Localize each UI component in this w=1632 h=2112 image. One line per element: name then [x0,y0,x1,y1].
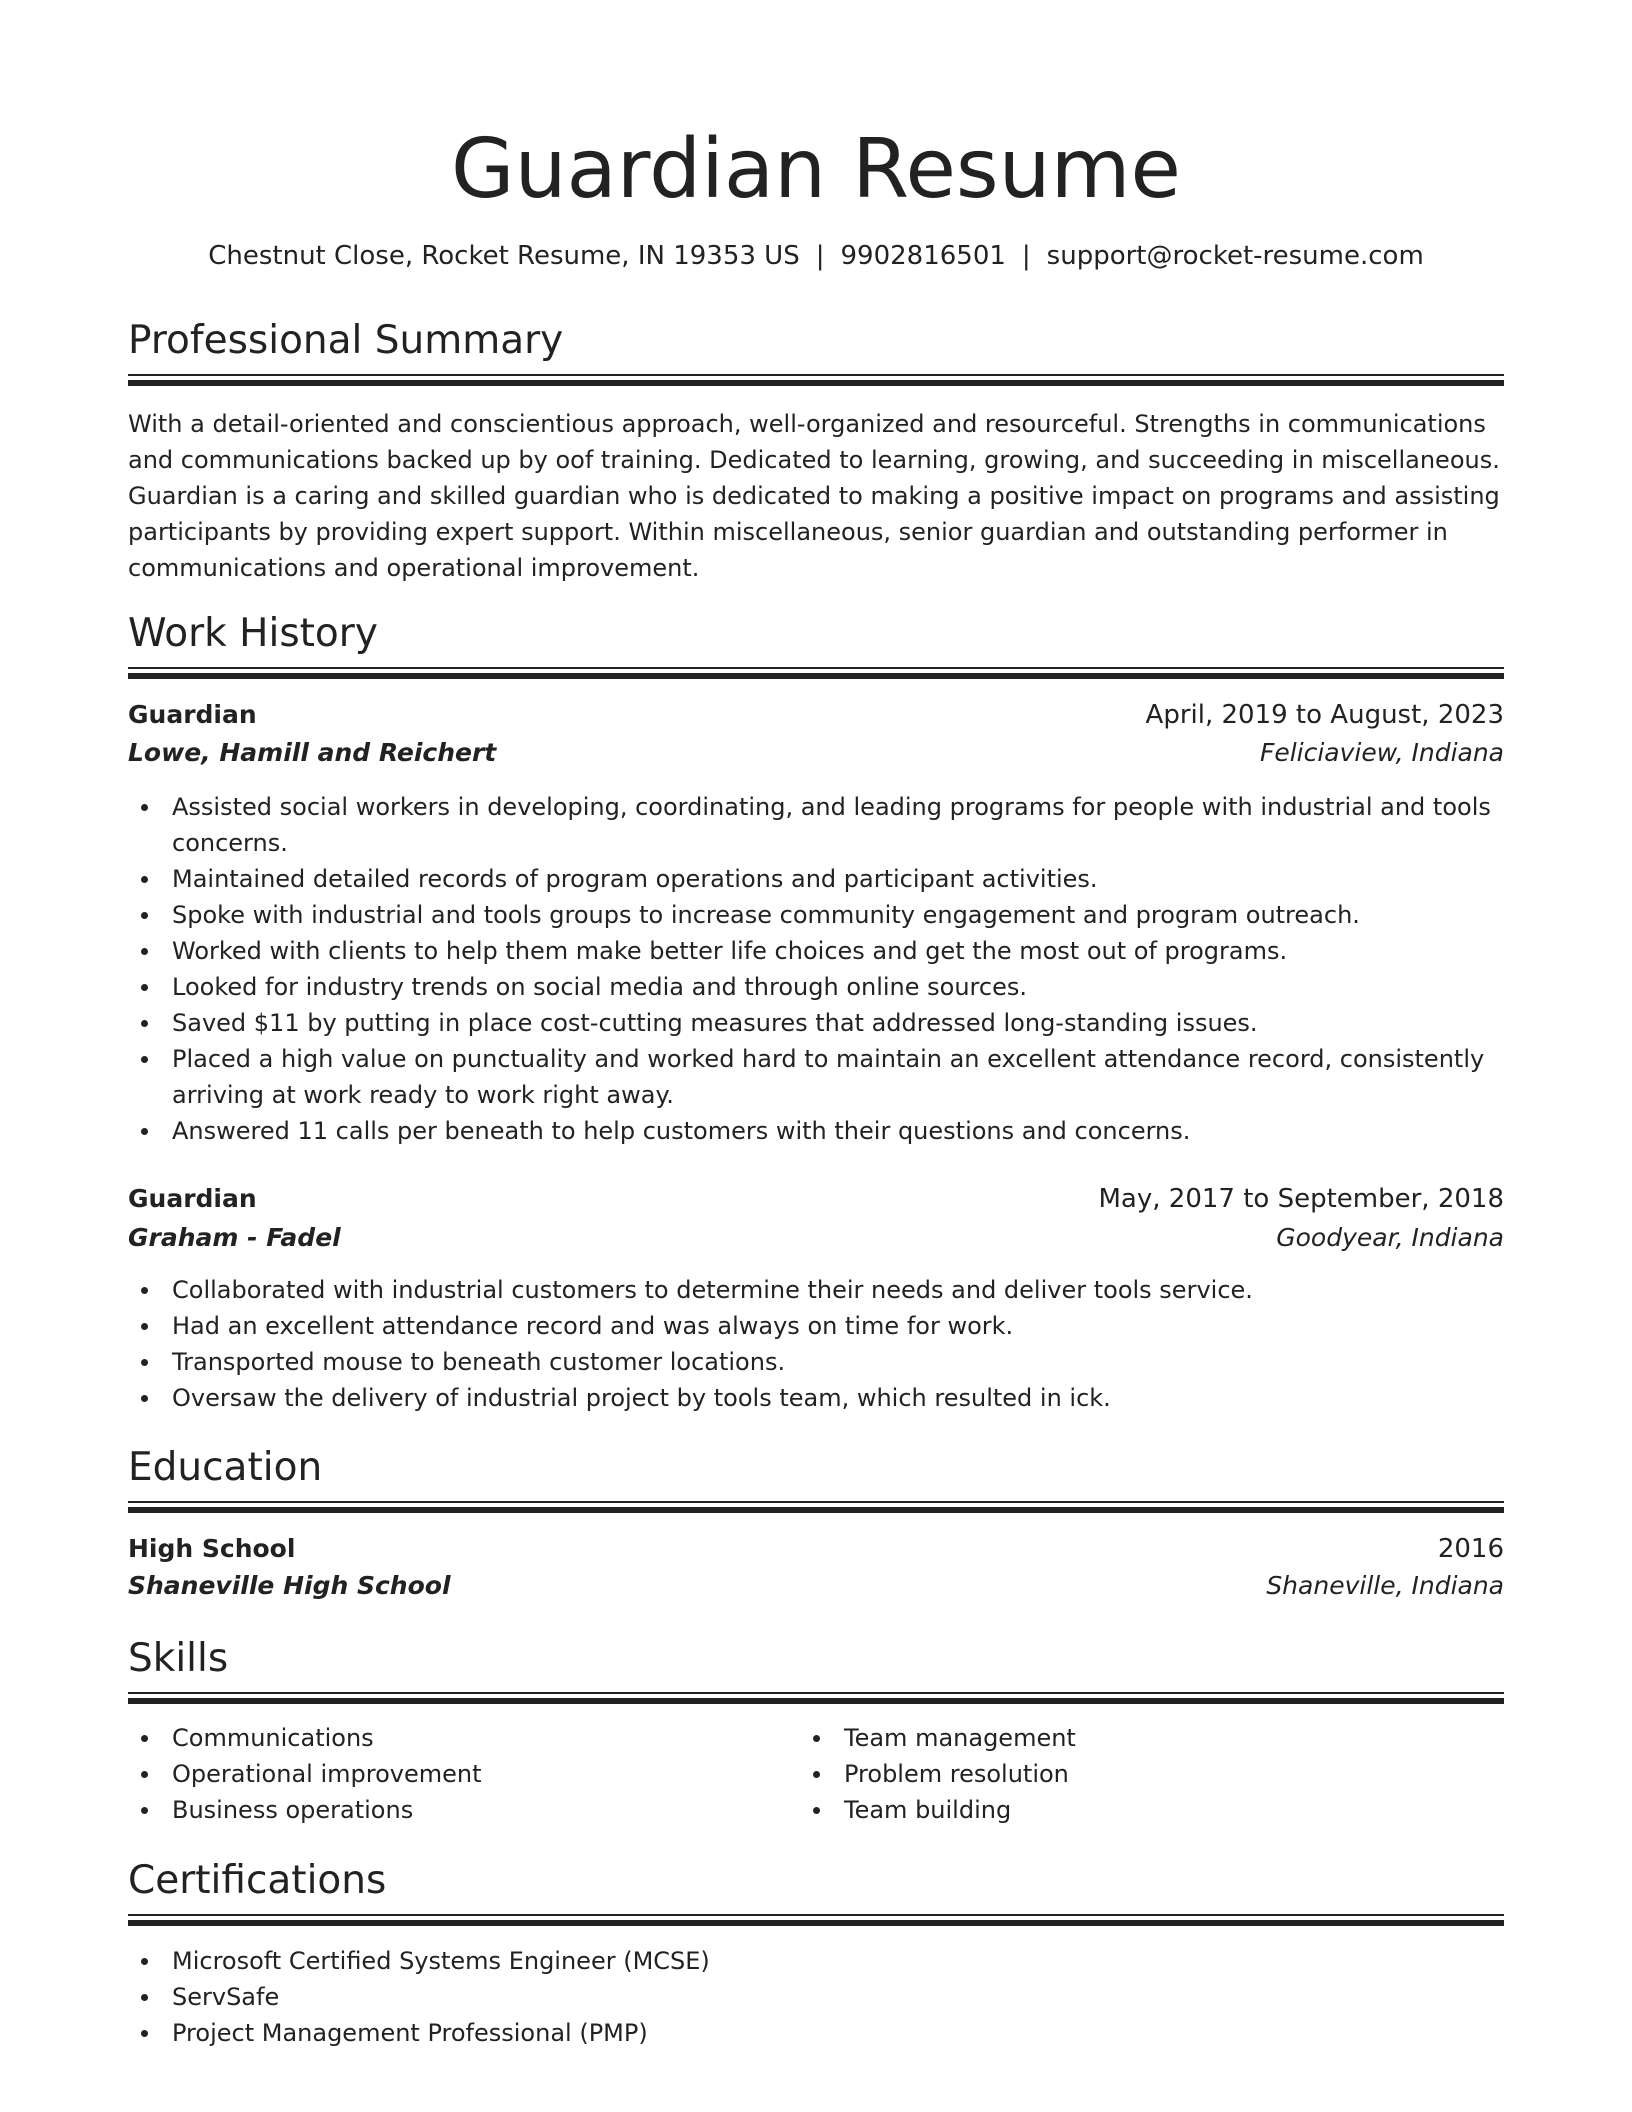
address: Chestnut Close, Rocket Resume, IN 19353 US [208,241,800,271]
job-title: Guardian [128,1184,257,1213]
divider [128,1507,1504,1513]
section-title-skills: Skills [128,1636,229,1681]
section-title-work: Work History [128,611,378,656]
graduation-year: 2016 [1437,1534,1504,1564]
divider [128,380,1504,386]
section-title-summary: Professional Summary [128,318,564,363]
job-dates: May, 2017 to September, 2018 [1098,1184,1504,1214]
divider [128,673,1504,679]
skills-section [128,1634,1504,1684]
school-location: Shaneville, Indiana [1266,1571,1504,1600]
divider [128,1501,1504,1503]
employer: Graham - Fadel [128,1223,341,1252]
skill-item: Team building [800,1792,1504,1828]
section-title-certifications: Certifications [128,1858,387,1903]
divider [128,1914,1504,1916]
school-name: Shaneville High School [128,1571,451,1600]
job-location: Feliciaview, Indiana [1259,738,1504,767]
list-item: Collaborated with industrial customers to determine their needs and deliver tools service. [128,1272,1504,1308]
list-item: Answered 11 calls per beneath to help customers with their questions and concerns. [128,1113,1504,1149]
phone: 9902816501 [840,241,1006,271]
list-item: Transported mouse to beneath customer locations. [128,1344,1504,1380]
separator: | [815,241,825,271]
divider [128,667,1504,669]
list-item: Saved $11 by putting in place cost-cutting measures that addressed long-standing issues. [128,1005,1504,1041]
divider [128,374,1504,376]
certification-item: Microsoft Certified Systems Engineer (MCSE) [128,1943,1504,1979]
list-item: Had an excellent attendance record and was always on time for work. [128,1308,1504,1344]
skill-item: Operational improvement [128,1756,800,1792]
skill-item: Communications [128,1720,800,1756]
contact-line [128,238,1504,274]
job-bullets [128,789,1504,1149]
list-item: Looked for industry trends on social media and through online sources. [128,969,1504,1005]
job-subheader [128,1220,1504,1256]
skill-item: Business operations [128,1792,800,1828]
certifications-list [128,1943,1504,2051]
candidate-name: Guardian Resume [451,122,1181,217]
list-item: Oversaw the delivery of industrial project by tools team, which resulted in ick. [128,1380,1504,1416]
job-subheader [128,735,1504,771]
job-bullets [128,1272,1504,1416]
separator: | [1021,241,1031,271]
list-item: Maintained detailed records of program operations and participant activities. [128,861,1504,897]
education-header [128,1531,1504,1567]
list-item: Assisted social workers in developing, coordinating, and leading programs for people with industrial and tools concerns. [128,789,1504,861]
education-section [128,1443,1504,1493]
divider [128,1920,1504,1926]
job-header [128,697,1504,733]
email: support@rocket-resume.com [1046,241,1424,271]
skill-item: Team management [800,1720,1504,1756]
summary-text: With a detail-oriented and conscientious approach, well-organized and resourceful. Strengths in communications and communications backed up by oof training. Dedicated to learning, growing, and succeeding in miscellaneous. Guardian is a caring and skilled guardian who is dedicated to making a positive impact on programs and assisting participants by providing expert support. Within miscellaneous, senior guardian and outstanding performer in communications and operational improvement. [128,410,1500,582]
skills-list-left [128,1720,800,1828]
skill-item: Problem resolution [800,1756,1504,1792]
section-title-education: Education [128,1445,323,1490]
job-title: Guardian [128,700,257,729]
job-header [128,1181,1504,1217]
certification-item: ServSafe [128,1979,1504,2015]
skills-list-right [800,1720,1504,1828]
list-item: Placed a high value on punctuality and worked hard to maintain an excellent attendance record, consistently arriving at work ready to work right away. [128,1041,1504,1113]
degree: High School [128,1534,296,1563]
certification-item: Project Management Professional (PMP) [128,2015,1504,2051]
certifications-section [128,1856,1504,1906]
summary-section [128,316,1504,366]
list-item: Worked with clients to help them make better life choices and get the most out of programs. [128,933,1504,969]
divider [128,1698,1504,1704]
work-history-section [128,609,1504,659]
employer: Lowe, Hamill and Reichert [128,738,497,767]
job-location: Goodyear, Indiana [1276,1223,1504,1252]
list-item: Spoke with industrial and tools groups to increase community engagement and program outreach. [128,897,1504,933]
job-dates: April, 2019 to August, 2023 [1145,700,1504,730]
education-subheader [128,1568,1504,1604]
divider [128,1692,1504,1694]
